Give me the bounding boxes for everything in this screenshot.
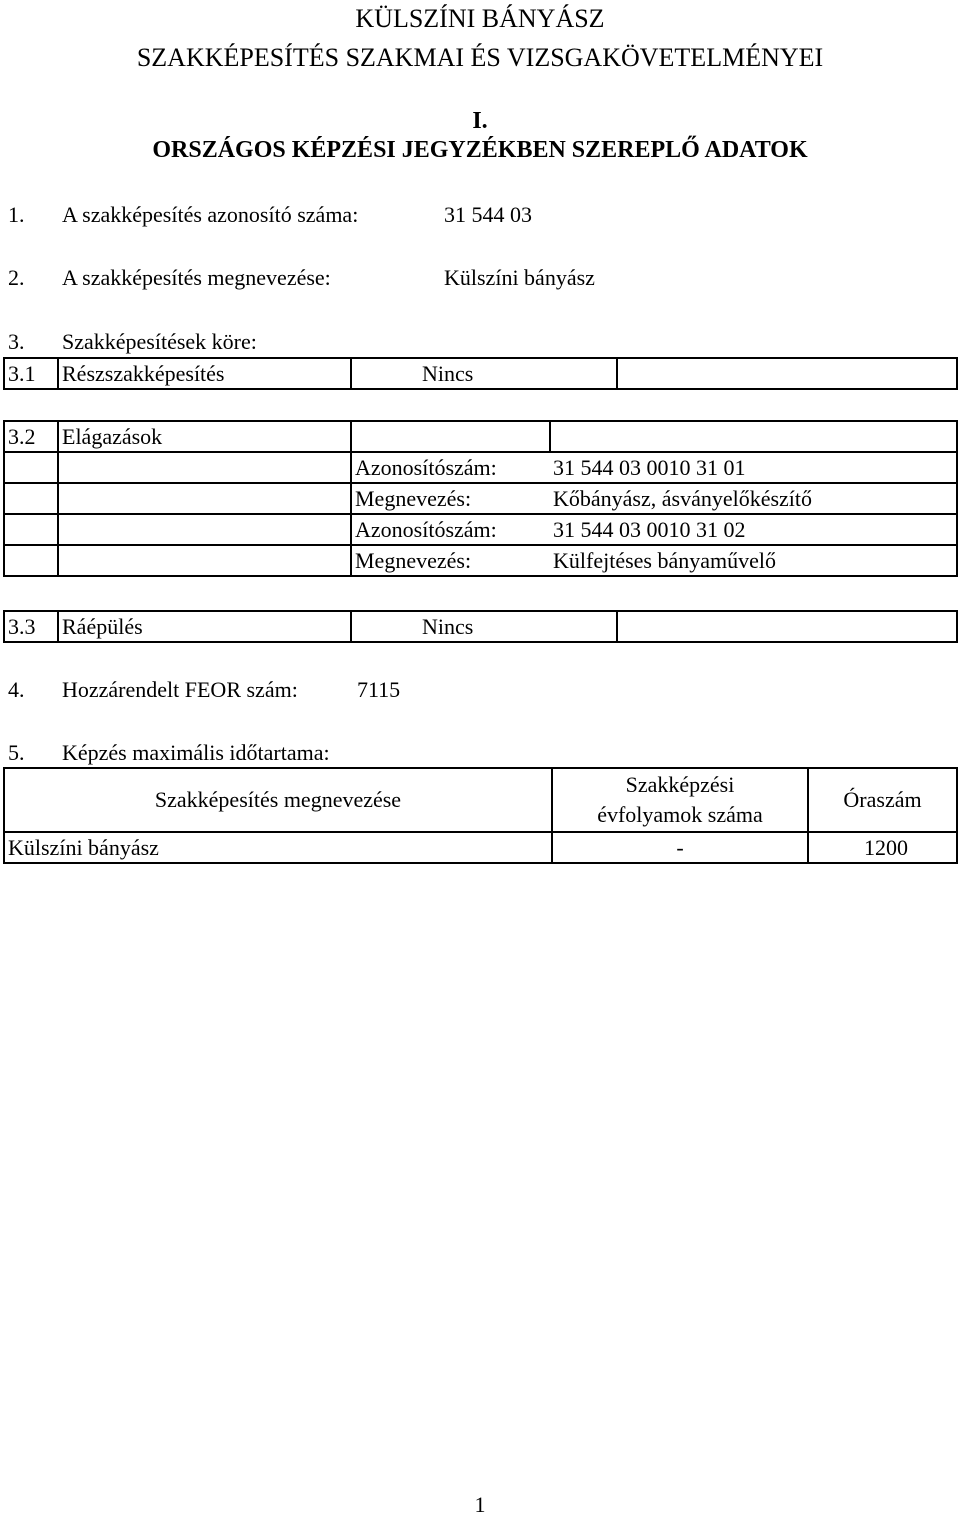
branch-value: 31 544 03 0010 31 02: [550, 514, 957, 545]
table-row: [4, 545, 957, 576]
row-grades-count: -: [552, 832, 808, 863]
table-row: [4, 483, 957, 514]
table-row: [4, 611, 957, 642]
branch-key: Megnevezés:: [351, 483, 550, 514]
table-row: [4, 358, 957, 389]
header-qualification-name: Szakképesítés megnevezése: [4, 768, 552, 832]
section-title: ORSZÁGOS KÉPZÉSI JEGYZÉKBEN SZEREPLŐ ADATOK: [152, 137, 808, 163]
document-subtitle: SZAKKÉPESÍTÉS SZAKMAI ÉS VIZSGAKÖVETELMÉNYEI: [136, 43, 824, 72]
empty-cell: [4, 452, 58, 483]
item4-number: 4.: [8, 677, 25, 702]
item5-number: 5.: [8, 740, 25, 765]
empty-cell: [58, 545, 351, 576]
document-title: KÜLSZÍNI BÁNYÁSZ: [355, 4, 605, 33]
branch-key: Megnevezés:: [351, 545, 550, 576]
item2-number: 2.: [8, 265, 25, 290]
item3-label: Szakképesítések köre:: [62, 329, 257, 354]
item4-value: 7115: [357, 677, 401, 702]
item32-number: 3.2: [4, 421, 58, 452]
item33-number: 3.3: [4, 611, 58, 642]
table-row: [4, 832, 957, 863]
branch-key: Azonosítószám:: [351, 514, 550, 545]
item1-label: A szakképesítés azonosító száma:: [62, 202, 359, 227]
item2-label: A szakképesítés megnevezése:: [62, 265, 331, 290]
row-hours: 1200: [808, 832, 957, 863]
empty-cell: [4, 514, 58, 545]
empty-cell: [4, 545, 58, 576]
training-duration-table: [3, 767, 958, 864]
branch-value: Kőbányász, ásványelőkészítő: [550, 483, 957, 514]
branch-value: 31 544 03 0010 31 01: [550, 452, 957, 483]
row-qualification-name: Külszíni bányász: [4, 832, 552, 863]
item3-number: 3.: [8, 329, 25, 354]
header-hours: Óraszám: [808, 768, 957, 832]
item33-value: Nincs: [351, 611, 617, 642]
item5-label: Képzés maximális időtartama:: [62, 740, 330, 765]
item1-value: 31 544 03: [444, 202, 532, 227]
extension-table: [3, 610, 958, 643]
table-row: [4, 421, 957, 452]
empty-cell: [58, 452, 351, 483]
page-number: 1: [474, 1492, 486, 1517]
subqualification-table: [3, 357, 958, 390]
branch-value: Külfejtéses bányaművelő: [550, 545, 957, 576]
table-row: [4, 514, 957, 545]
table-row: [4, 452, 957, 483]
item1-number: 1.: [8, 202, 25, 227]
empty-cell: [550, 421, 957, 452]
section-number: I.: [472, 108, 488, 134]
item33-label: Ráépülés: [58, 611, 351, 642]
empty-cell: [4, 483, 58, 514]
empty-cell: [58, 483, 351, 514]
branches-table: [3, 420, 958, 577]
item4-label: Hozzárendelt FEOR szám:: [62, 677, 298, 702]
table-header-row: [4, 768, 957, 832]
item2-value: Külszíni bányász: [444, 265, 595, 290]
item31-label: Részszakképesítés: [58, 358, 351, 389]
header-grades-count: Szakképzési évfolyamok száma: [552, 768, 808, 832]
branch-key: Azonosítószám:: [351, 452, 550, 483]
item33-empty-cell: [617, 611, 957, 642]
item31-value: Nincs: [351, 358, 617, 389]
item31-number: 3.1: [4, 358, 58, 389]
item32-label: Elágazások: [58, 421, 351, 452]
item31-empty-cell: [617, 358, 957, 389]
empty-cell: [58, 514, 351, 545]
empty-cell: [351, 421, 550, 452]
